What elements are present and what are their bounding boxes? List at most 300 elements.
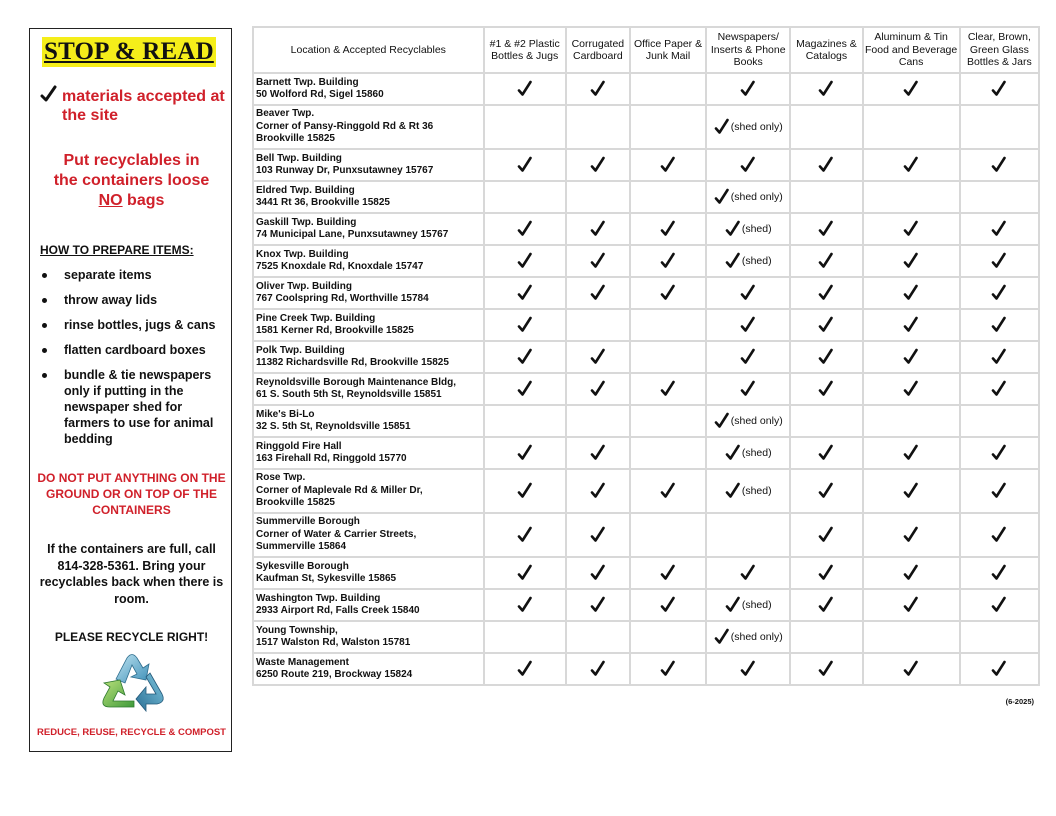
check-mark-icon [517,660,533,678]
accepted-cell-cardboard [567,558,631,590]
accepted-cell-cans [864,278,961,310]
location-address: Summerville 15864 [256,541,347,553]
location-address: 6250 Route 219, Brockway 15824 [256,669,413,680]
table-row [252,590,1040,622]
check-mark-icon [903,660,919,678]
check-mark-icon [590,564,606,582]
location-cell [252,74,485,106]
check-mark-icon [660,252,676,270]
put-note-line-3 [34,191,229,211]
accepted-cell-news [707,654,791,686]
check-mark-icon [903,252,919,270]
prepare-item: flatten cardboard boxes [40,342,228,358]
check-mark-icon [818,564,834,582]
accepted-cell-news [707,150,791,182]
accepted-cell-glass [961,374,1040,406]
accepted-cell-plastic [485,470,567,514]
accepted-cell-cardboard [567,514,631,558]
table-row [252,342,1040,374]
check-mark-icon [517,156,533,174]
check-mark-icon [517,526,533,544]
check-mark-icon [903,284,919,302]
accepted-cell-plastic [485,182,567,214]
accepted-cell-magazines [791,74,863,106]
table-row [252,558,1040,590]
accepted-cell-cardboard [567,106,631,150]
check-mark-icon [517,482,533,500]
check-mark-icon [991,482,1007,500]
location-name: Ringgold Fire Hall [256,440,342,452]
check-mark-icon [590,526,606,544]
accepted-cell-glass [961,590,1040,622]
containers-full-note: If the containers are full, call 814-328-5361. Bring your recyclables back when there is room. [39,542,224,606]
table-row [252,214,1040,246]
check-mark-icon [590,444,606,462]
put-note-line-1: Put recyclables in [63,152,200,169]
accepted-cell-news [707,246,791,278]
check-mark-icon [714,628,730,646]
accepted-cell-magazines [791,106,863,150]
accepted-cell-cans [864,374,961,406]
accepted-cell-glass [961,182,1040,214]
location-address: Corner of Water & Carrier Streets, [256,528,417,540]
location-name: Knox Twp. Building [256,248,349,260]
shed-note: (shed) [741,222,772,235]
check-mark-icon [991,660,1007,678]
accepted-cell-office [631,406,707,438]
accepted-cell-cardboard [567,590,631,622]
location-name: Beaver Twp. [256,108,315,120]
how-to-prepare-heading [40,243,194,257]
location-cell [252,150,485,182]
check-mark-icon [517,220,533,238]
accepted-cell-cardboard [567,214,631,246]
accepted-cell-office [631,374,707,406]
accepted-legend-text: materials accepted at the site [62,88,225,124]
accepted-cell-glass [961,310,1040,342]
location-address: 7525 Knoxdale Rd, Knoxdale 15747 [256,261,424,272]
check-mark-icon [991,220,1007,238]
location-address: 103 Runway Dr, Punxsutawney 15767 [256,165,434,176]
location-address: Brookville 15825 [256,133,335,145]
table-row [252,514,1040,558]
location-cell [252,438,485,470]
accepted-cell-office [631,590,707,622]
header-plastic: #1 & #2 Plastic Bottles & Jugs [485,26,567,74]
check-mark-icon [903,564,919,582]
check-mark-icon [660,596,676,614]
accepted-cell-magazines [791,406,863,438]
accepted-cell-cardboard [567,374,631,406]
accepted-cell-plastic [485,310,567,342]
check-mark-icon [740,660,756,678]
accepted-cell-plastic [485,106,567,150]
location-address: Kaufman St, Sykesville 15865 [256,573,397,584]
accepted-cell-plastic [485,558,567,590]
accepted-cell-glass [961,106,1040,150]
check-mark-icon [991,80,1007,98]
accepted-cell-cardboard [567,182,631,214]
check-mark-icon [517,596,533,614]
check-mark-icon [818,316,834,334]
check-mark-icon [991,596,1007,614]
shed-note: (shed only) [730,120,783,133]
accepted-cell-glass [961,622,1040,654]
accepted-cell-office [631,558,707,590]
instructions-panel [29,28,232,752]
bags-word: bags [122,192,165,209]
accepted-cell-glass [961,514,1040,558]
how-to-prepare-label: HOW TO PREPARE ITEMS [40,243,190,257]
accepted-cell-glass [961,470,1040,514]
table-row [252,106,1040,150]
location-name: Pine Creek Twp. Building [256,312,376,324]
check-mark-icon [725,220,741,238]
check-mark-icon [903,482,919,500]
accepted-cell-news [707,342,791,374]
accepted-cell-office [631,106,707,150]
accepted-cell-cans [864,310,961,342]
check-mark-icon [660,660,676,678]
check-mark-icon [903,380,919,398]
check-mark-icon [590,156,606,174]
check-mark-icon [991,252,1007,270]
check-mark-icon [590,596,606,614]
accepted-cell-cans [864,150,961,182]
check-mark-icon [660,380,676,398]
accepted-cell-cans [864,406,961,438]
reduce-reuse-motto: REDUCE, REUSE, RECYCLE & COMPOST [37,727,226,738]
location-cell [252,342,485,374]
shed-note: (shed) [741,446,772,459]
shed-note: (shed) [741,254,772,267]
table-row [252,74,1040,106]
accepted-cell-cans [864,590,961,622]
accepted-cell-news [707,74,791,106]
accepted-cell-plastic [485,374,567,406]
location-cell [252,310,485,342]
accepted-cell-plastic [485,406,567,438]
check-mark-icon [818,596,834,614]
accepted-cell-glass [961,406,1040,438]
accepted-cell-cardboard [567,406,631,438]
location-cell [252,374,485,406]
check-mark-icon [660,482,676,500]
accepted-cell-magazines [791,182,863,214]
check-mark-icon [725,252,741,270]
location-address: 163 Firehall Rd, Ringgold 15770 [256,453,407,464]
header-cardboard: Corrugated Cardboard [567,26,631,74]
accepted-cell-office [631,438,707,470]
accepted-cell-cans [864,106,961,150]
location-address: 61 S. South 5th St, Reynoldsville 15851 [256,389,442,400]
accepted-cell-plastic [485,278,567,310]
revision-date: (6-2025) [1005,697,1034,706]
accepted-cell-magazines [791,590,863,622]
accepted-cell-cans [864,622,961,654]
header-location: Location & Accepted Recyclables [252,26,485,74]
location-address: Corner of Maplevale Rd & Miller Dr, [256,484,423,496]
put-note-line-2: the containers loose [53,172,210,189]
location-name: Gaskill Twp. Building [256,216,357,228]
shed-note: (shed) [741,484,772,497]
accepted-cell-cans [864,438,961,470]
accepted-cell-glass [961,342,1040,374]
check-mark-icon [590,482,606,500]
shed-note: (shed only) [730,414,783,427]
accepted-cell-cans [864,182,961,214]
accepted-cell-magazines [791,514,863,558]
table-body [252,74,1040,686]
accepted-cell-office [631,622,707,654]
check-mark-icon [590,348,606,366]
location-cell [252,182,485,214]
accepted-cell-news [707,310,791,342]
check-mark-icon [740,284,756,302]
check-mark-icon [903,596,919,614]
check-mark-icon [590,220,606,238]
location-cell [252,214,485,246]
location-address: 2933 Airport Rd, Falls Creek 15840 [256,605,420,616]
table-row [252,406,1040,438]
accepted-cell-cardboard [567,150,631,182]
accepted-cell-news [707,214,791,246]
accepted-cell-cardboard [567,470,631,514]
check-mark-icon [40,85,58,105]
location-name: Rose Twp. [256,472,306,484]
check-mark-icon [517,564,533,582]
prepare-item: throw away lids [40,292,228,308]
table-row [252,622,1040,654]
shed-note: (shed only) [730,630,783,643]
accepted-cell-plastic [485,654,567,686]
check-mark-icon [991,564,1007,582]
accepted-cell-plastic [485,514,567,558]
location-address: 767 Coolspring Rd, Worthville 15784 [256,293,429,304]
accepted-cell-cans [864,246,961,278]
accepted-cell-office [631,74,707,106]
location-cell [252,622,485,654]
check-mark-icon [991,348,1007,366]
check-mark-icon [517,284,533,302]
prepare-items-list [40,267,228,456]
accepted-cell-glass [961,74,1040,106]
check-mark-icon [818,444,834,462]
accepted-cell-news [707,622,791,654]
location-name: Bell Twp. Building [256,152,342,164]
check-mark-icon [818,526,834,544]
check-mark-icon [660,284,676,302]
check-mark-icon [818,156,834,174]
accepted-cell-news [707,106,791,150]
table-row [252,470,1040,514]
check-mark-icon [740,80,756,98]
accepted-cell-magazines [791,150,863,182]
location-address: 1581 Kerner Rd, Brookville 15825 [256,325,414,336]
accepted-cell-magazines [791,622,863,654]
check-mark-icon [714,412,730,430]
table-row [252,654,1040,686]
table-row [252,182,1040,214]
check-mark-icon [818,348,834,366]
accepted-cell-magazines [791,558,863,590]
location-address: 1517 Walston Rd, Walston 15781 [256,637,411,648]
check-mark-icon [903,220,919,238]
accepted-cell-magazines [791,654,863,686]
accepted-cell-plastic [485,438,567,470]
location-cell [252,246,485,278]
accepted-cell-glass [961,150,1040,182]
check-mark-icon [818,284,834,302]
check-mark-icon [725,482,741,500]
stop-read-title: STOP & READ [44,38,214,65]
accepted-cell-plastic [485,214,567,246]
table-row [252,438,1040,470]
check-mark-icon [517,444,533,462]
accepted-cell-plastic [485,150,567,182]
accepted-cell-cardboard [567,310,631,342]
accepted-cell-office [631,470,707,514]
check-mark-icon [590,80,606,98]
accepted-cell-plastic [485,622,567,654]
accepted-cell-cardboard [567,654,631,686]
table-row [252,374,1040,406]
check-mark-icon [818,660,834,678]
check-mark-icon [725,444,741,462]
accepted-cell-cardboard [567,622,631,654]
check-mark-icon [991,444,1007,462]
table-row [252,310,1040,342]
location-address: 11382 Richardsville Rd, Brookville 15825 [256,357,449,368]
accepted-cell-office [631,654,707,686]
location-name: Mike's Bi-Lo [256,408,315,420]
accepted-cell-office [631,514,707,558]
accepted-cell-glass [961,654,1040,686]
accepted-cell-cardboard [567,74,631,106]
check-mark-icon [991,526,1007,544]
accepted-cell-office [631,278,707,310]
check-mark-icon [903,156,919,174]
accepted-cell-cans [864,214,961,246]
check-mark-icon [517,252,533,270]
check-mark-icon [590,252,606,270]
check-mark-icon [740,316,756,334]
accepted-cell-office [631,182,707,214]
table-row [252,278,1040,310]
accepted-cell-glass [961,214,1040,246]
location-name: Waste Management [256,656,349,668]
header-newspapers: Newspapers/ Inserts & Phone Books [707,26,791,74]
accepted-cell-cardboard [567,246,631,278]
recycle-right-heading: PLEASE RECYCLE RIGHT! [54,630,209,644]
location-cell [252,654,485,686]
check-mark-icon [590,380,606,398]
table-header-row [252,26,1040,74]
check-mark-icon [517,316,533,334]
check-mark-icon [714,118,730,136]
location-address: 74 Municipal Lane, Punxsutawney 15767 [256,229,449,240]
table-row [252,150,1040,182]
no-word: NO [98,192,123,209]
location-cell [252,470,485,514]
check-mark-icon [740,564,756,582]
accepted-cell-news [707,470,791,514]
location-name: Washington Twp. Building [256,592,381,604]
check-mark-icon [517,348,533,366]
loose-recyclables-note [34,151,229,211]
check-mark-icon [740,348,756,366]
do-not-warning: DO NOT PUT ANYTHING ON THE GROUND OR ON TOP OF THE CONTAINERS [37,471,226,517]
header-office-paper: Office Paper & Junk Mail [631,26,707,74]
accepted-cell-news [707,590,791,622]
check-mark-icon [740,156,756,174]
location-name: Summerville Borough [256,516,360,528]
check-mark-icon [903,526,919,544]
accepted-cell-cans [864,514,961,558]
check-mark-icon [903,80,919,98]
accepted-cell-glass [961,246,1040,278]
check-mark-icon [590,284,606,302]
accepted-cell-news [707,438,791,470]
check-mark-icon [725,596,741,614]
check-mark-icon [818,80,834,98]
check-mark-icon [903,348,919,366]
check-mark-icon [903,444,919,462]
accepted-cell-cans [864,654,961,686]
how-to-prepare-colon: : [189,243,194,257]
accepted-cell-magazines [791,438,863,470]
accepted-cell-cans [864,470,961,514]
check-mark-icon [660,220,676,238]
location-name: Young Township, [256,624,338,636]
check-mark-icon [818,252,834,270]
accepted-cell-magazines [791,246,863,278]
location-cell [252,514,485,558]
check-mark-icon [517,380,533,398]
accepted-cell-plastic [485,342,567,374]
header-magazines: Magazines & Catalogs [791,26,863,74]
header-cans: Aluminum & Tin Food and Beverage Cans [864,26,961,74]
recycle-logo-icon [94,649,170,721]
accepted-cell-magazines [791,310,863,342]
location-name: Barnett Twp. Building [256,76,359,88]
location-cell [252,590,485,622]
accepted-cell-cans [864,558,961,590]
check-mark-icon [818,220,834,238]
location-cell [252,558,485,590]
check-mark-icon [740,380,756,398]
location-name: Sykesville Borough [256,560,349,572]
accepted-cell-news [707,514,791,558]
location-address: 3441 Rt 36, Brookville 15825 [256,197,390,208]
accepted-cell-news [707,406,791,438]
accepted-cell-magazines [791,278,863,310]
accepted-cell-office [631,246,707,278]
location-cell [252,106,485,150]
recycling-sites-table [252,26,1040,686]
accepted-cell-cans [864,342,961,374]
check-mark-icon [818,380,834,398]
accepted-cell-news [707,182,791,214]
accepted-cell-magazines [791,470,863,514]
accepted-cell-plastic [485,74,567,106]
accepted-cell-cardboard [567,342,631,374]
location-name: Polk Twp. Building [256,344,345,356]
accepted-cell-magazines [791,374,863,406]
location-address: 32 S. 5th St, Reynoldsville 15851 [256,421,411,432]
location-address: Corner of Pansy-Ringgold Rd & Rt 36 [256,120,434,132]
check-mark-icon [991,316,1007,334]
